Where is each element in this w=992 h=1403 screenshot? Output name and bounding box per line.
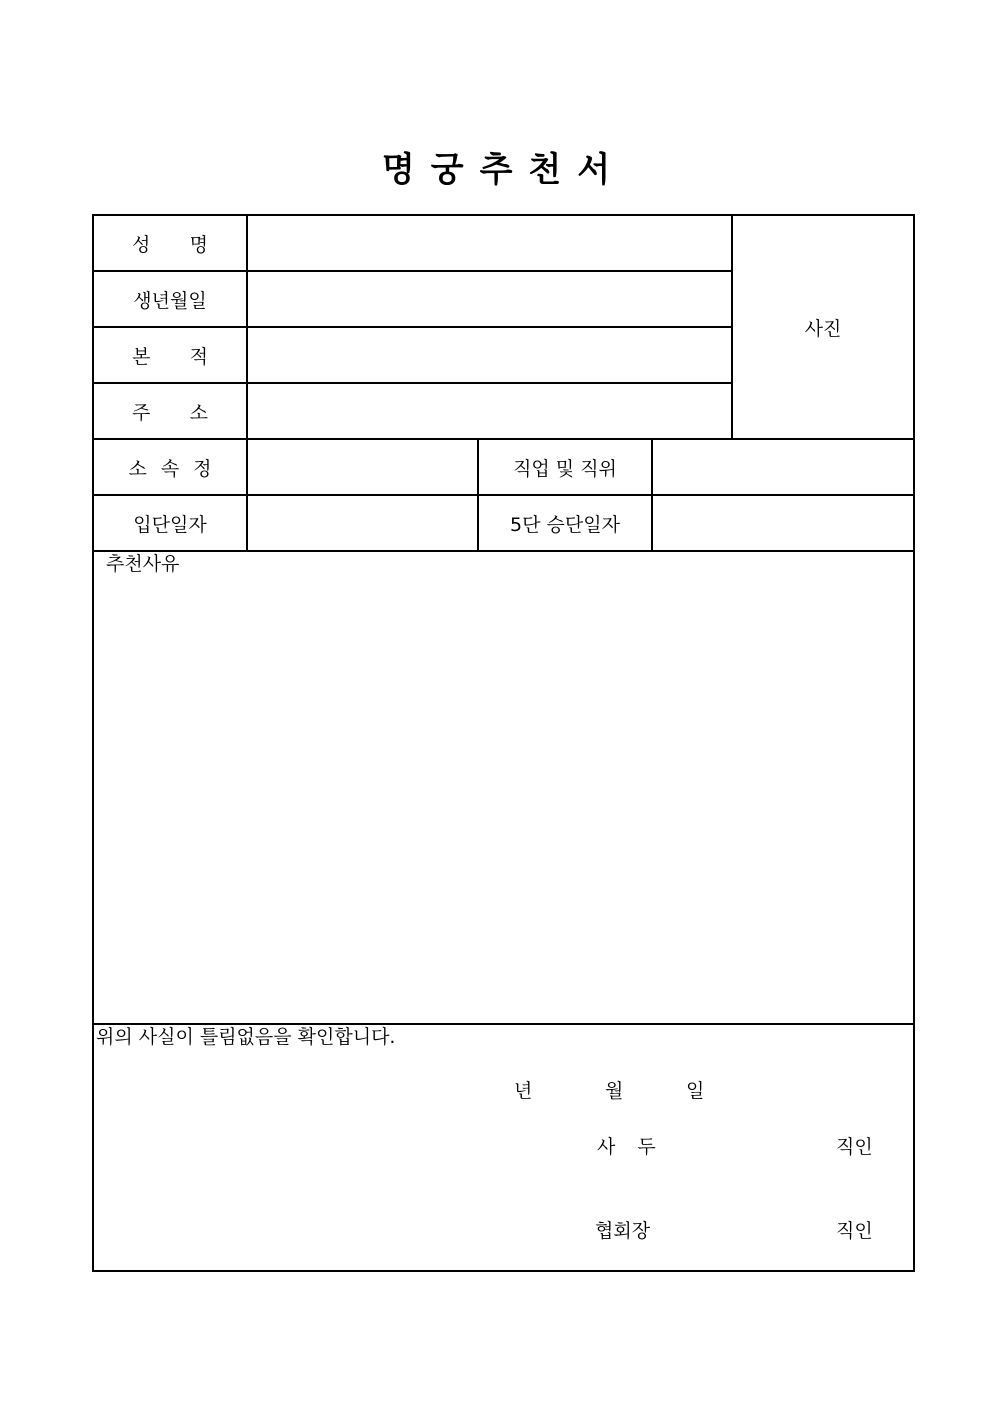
confirmation-statement: 위의 사실이 틀림없음을 확인합니다.	[96, 1026, 396, 1048]
date-month-label: 월	[605, 1080, 624, 1102]
origin-label: 본 적	[132, 345, 208, 368]
document-title: 명궁추천서	[381, 150, 627, 190]
job-label: 직업 및 직위	[513, 457, 617, 480]
address-field[interactable]	[248, 384, 731, 438]
photo-area[interactable]: 사진	[804, 317, 842, 340]
date-day-label: 일	[686, 1080, 705, 1102]
name-field[interactable]	[248, 216, 731, 270]
promotion-date-label: 5단 승단일자	[510, 513, 620, 536]
recommendation-form	[92, 214, 915, 1272]
reason-field[interactable]	[94, 578, 913, 1023]
join-date-label: 입단일자	[133, 513, 207, 536]
name-label: 성 명	[132, 233, 208, 256]
president-seal: 직인	[836, 1220, 873, 1242]
club-field[interactable]	[248, 440, 477, 494]
director-seal: 직인	[836, 1136, 873, 1158]
promotion-date-field[interactable]	[653, 496, 913, 550]
birth-date-label: 생년월일	[133, 289, 207, 312]
president-label: 협회장	[595, 1220, 651, 1242]
club-label: 소 속 정	[128, 457, 212, 480]
reason-label: 추천사유	[106, 553, 180, 575]
date-year-label: 년	[514, 1080, 533, 1102]
join-date-field[interactable]	[248, 496, 477, 550]
birth-date-field[interactable]	[248, 272, 731, 326]
director-label: 사 두	[597, 1136, 664, 1158]
job-field[interactable]	[653, 440, 913, 494]
origin-field[interactable]	[248, 328, 731, 382]
divider	[94, 550, 913, 552]
address-label: 주 소	[132, 401, 208, 424]
